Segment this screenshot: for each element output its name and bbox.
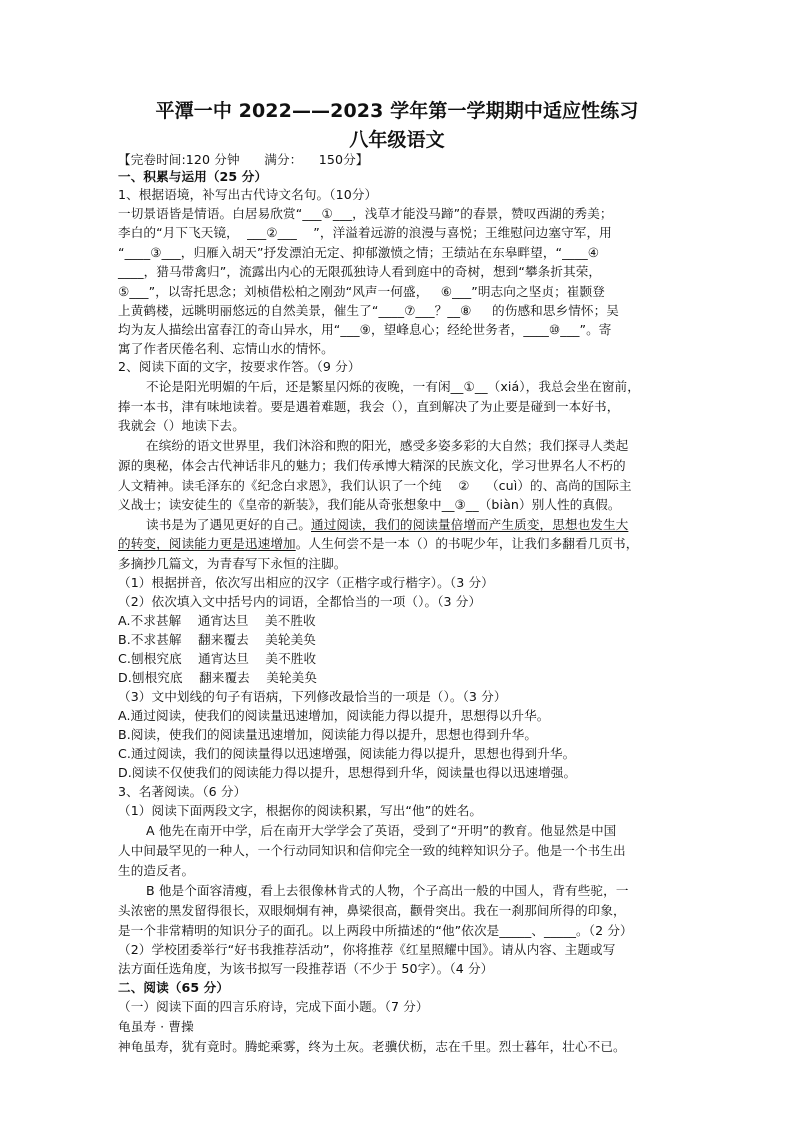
section-heading: 二、阅读（65 分） — [118, 980, 230, 995]
text-line: “____③___，归雁入胡天”抒发漂泊无定、抑郁激愤之情；王绩站在东皋畔望，“____④ — [118, 245, 600, 260]
question-heading: 2、阅读下面的文字，按要求作答。（9 分） — [118, 359, 361, 374]
text-line: 多摘抄几篇文，为青春写下永恒的注脚。 — [118, 556, 347, 571]
text-line: 我就会（）地读下去。 — [118, 418, 245, 433]
option-c: C.通过阅读，我们的阅读量得以迅速增强，阅读能力得以提升，思想也得到升华。 — [118, 746, 576, 761]
question-heading: 3、名著阅读。（6 分） — [118, 784, 247, 799]
page-subtitle: 八年级语文 — [349, 129, 445, 151]
text-line: 上黄鹤楼，远眺明丽悠远的自然美景，催生了“____⑦___？__⑧ 的伤感和思乡情怀；吴 — [118, 303, 619, 318]
text-line: 生的造反者。 — [118, 863, 195, 878]
text-line: 是一个非常精明的知识分子的面孔。以上两段中所描述的“他”依次是_____、_____。（2 分） — [118, 923, 633, 938]
page-title: 平潭一中 2022——2023 学年第一学期期中适应性练习 — [155, 100, 639, 122]
text-line: A 他先在南开中学，后在南开大学学会了英语，受到了“开明”的教育。他显然是中国 — [146, 823, 617, 838]
text-line: 源的奥秘，体会古代神话非凡的魅力；我们传承博大精深的民族文化，学习世界名人不朽的 — [118, 458, 626, 473]
text-segment: 读书是为了遇见更好的自己。 — [146, 517, 312, 532]
underlined-sentence: 的转变，阅读能力更是迅速增加 — [118, 536, 296, 551]
text-segment: 。人生何尝不是一本（）的书呢少年，让我们多翻看几页书， — [295, 536, 639, 551]
text-line — [118, 538, 638, 551]
sub-question: （1）阅读下面两段文字，根据你的阅读积累，写出“他”的姓名。 — [118, 803, 483, 818]
option-b: B.不求甚解 翻来覆去 美轮美奂 — [118, 632, 316, 647]
section-heading: 一、积累与运用（25 分） — [118, 169, 268, 184]
text-line: 捧一本书，津有味地读着。要是遇着难题，我会（），直到解决了为止要是碰到一本好书， — [118, 399, 620, 414]
option-c: C.刨根究底 通宵达旦 美不胜收 — [118, 651, 317, 666]
text-line: 均为友人描绘出富春江的奇山异水，用“___⑨，望峰息心；经纶世务者，____⑩___”。寄 — [118, 322, 612, 337]
sub-question: （2）依次填入文中括号内的词语，全都恰当的一项（）。（3 分） — [118, 594, 482, 609]
underlined-sentence: 通过阅读，我们的阅读量倍增而产生质变，思想也发生大 — [311, 517, 629, 532]
option-d: D.阅读不仅使我们的阅读能力得以提升，思想得到升华，阅读量也得以迅速增强。 — [118, 765, 577, 780]
text-line: 寓了作者厌倦名利、忘情山水的情怀。 — [118, 341, 334, 356]
text-line: ⑤___”，以寄托思念；刘桢借松柏之刚劲“风声一何盛， ⑥___”明志向之坚贞；崔颢登 — [118, 284, 605, 299]
option-b: B.阅读，使我们的阅读量迅速增加，阅读能力得以提升，思想也得到升华。 — [118, 727, 538, 742]
poem-title: 龟虽寿 · 曹操 — [118, 1019, 194, 1034]
sub-question: （1）根据拼音，依次写出相应的汉字（正楷字或行楷字）。（3 分） — [118, 575, 494, 590]
question-heading: 1、根据语境，补写出古代诗文名句。（10分） — [118, 187, 378, 202]
option-a: A.通过阅读，使我们的阅读量迅速增加，阅读能力得以提升，思想得以升华。 — [118, 708, 550, 723]
sub-question: （2）学校团委举行“好书我推荐活动”，你将推荐《红星照耀中国》。请从内容、主题或写 — [118, 942, 616, 957]
text-line: 义战士；读安徒生的《皇帝的新装》，我们能从奇张想象中__③__（biàn）别人性的真假。 — [118, 497, 621, 512]
text-line: 头浓密的黑发留得很长，双眼炯炯有神，鼻梁很高，颧骨突出。我在一刹那间所得的印象， — [118, 903, 626, 918]
text-line: 人文精神。读毛泽东的《纪念白求恩》，我们认识了一个纯 ② （cuì）的、高尚的国际主 — [118, 478, 632, 493]
text-line: B 他是个面容清瘦，看上去很像林肯式的人物，个子高出一般的中国人，背有些驼，一 — [146, 883, 629, 898]
sub-question: （一）阅读下面的四言乐府诗，完成下面小题。（7 分） — [118, 999, 429, 1014]
option-d: D.刨根究底 翻来覆去 美轮美奂 — [118, 670, 318, 685]
text-line: 不论是阳光明媚的午后，还是繁星闪烁的夜晚，一有闲__①__（xiá），我总会坐在窗前， — [146, 379, 640, 394]
text-line: 人中间最罕见的一种人，一个行动同知识和信仰完全一致的纯粹知识分子。他是一个书生出 — [118, 843, 626, 858]
text-line: 李白的“月下飞天镜， ___②___ ”，洋溢着远游的浪漫与喜悦；王维慰问边塞守军，用 — [118, 225, 612, 240]
text-line: ____，猎马带禽归”，流露出内心的无限孤独诗人看到庭中的奇树，想到“攀条折其荣， — [118, 264, 602, 279]
text-line: 法方面任选角度，为该书拟写一段推荐语（不少于 50字）。（4 分） — [118, 961, 494, 976]
sub-question: （3）文中划线的句子有语病，下列修改最恰当的一项是（）。（3 分） — [118, 689, 507, 704]
option-a: A.不求甚解 通宵达旦 美不胜收 — [118, 613, 316, 628]
text-line: 一切景语皆是情语。白居易欣赏“___①___，浅草才能没马蹄”的春景，赞叹西湖的秀美； — [118, 206, 613, 221]
text-line — [146, 519, 628, 532]
poem-text: 神龟虽寿，犹有竟时。腾蛇乘雾，终为土灰。老骥伏枥，志在千里。烈士暮年，壮心不已。 — [118, 1039, 626, 1054]
text-line: 在缤纷的语文世界里，我们沐浴和煦的阳光，感受多姿多彩的大自然；我们探寻人类起 — [146, 438, 629, 453]
exam-info: 【完卷时间:120 分钟 满分： 150分】 — [118, 152, 369, 167]
